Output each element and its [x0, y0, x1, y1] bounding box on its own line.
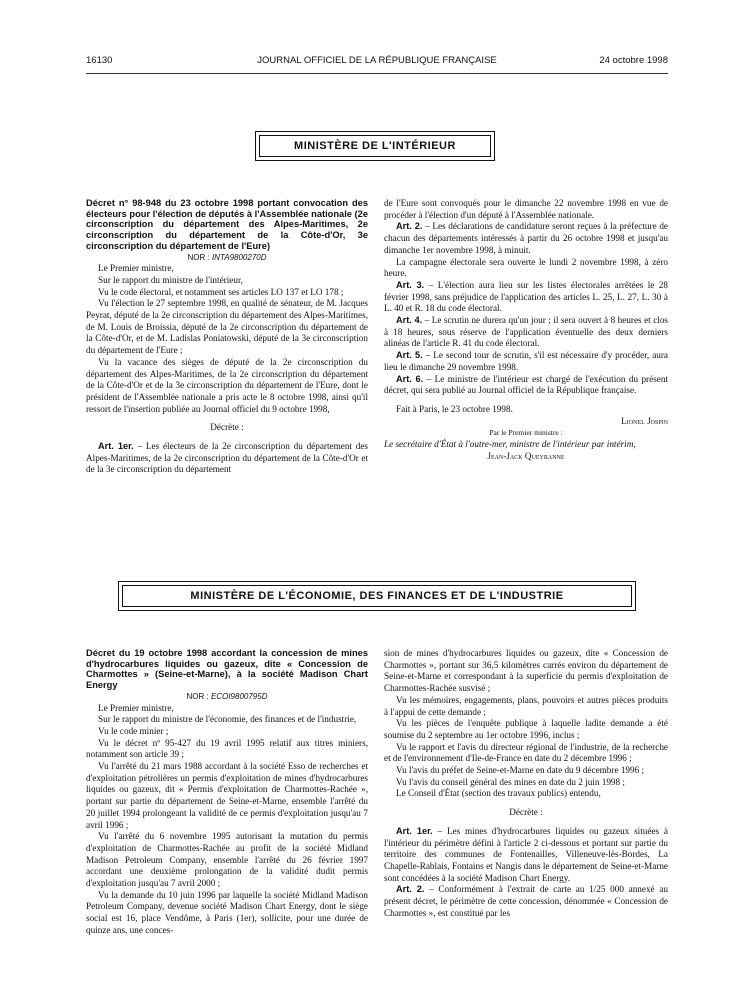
paragraph: de l'Eure sont convoqués pour le dimanche 22 novembre 1998 en vue de procéder à l'élection d'un député à l'Assemblée nationale. [384, 198, 668, 220]
ministry-title: MINISTÈRE DE L'ÉCONOMIE, DES FINANCES ET DE L'INDUSTRIE [122, 585, 632, 607]
place-date: Fait à Paris, le 23 octobre 1998. [396, 403, 513, 414]
article-4: Art. 4. – Le scrutin ne durera qu'un jour ; il sera ouvert à 8 heures et clos à 18 heures, sous réserve de l'application éventuelle des deux derniers alinéas de l'article R. 41 du code électoral. [384, 315, 669, 349]
paragraph: Vu les pièces de l'enquête publique à laquelle ladite demande a été soumise du 2 septembre au 1er octobre 1996, inclus ; [384, 718, 668, 740]
paragraph: Sur le rapport du ministre de l'économie, des finances et de l'industrie, [98, 714, 357, 725]
article-2: Art. 2. – Conformément à l'extrait de carte au 1/25 000 annexé au présent décret, le périmètre de cette concession, dénommée « Concession de Charmottes », est constitué par les [384, 884, 669, 918]
decrete-heading: Décrète : [210, 422, 244, 433]
section1-left-column [86, 198, 368, 476]
paragraph: Vu le décret nº 95-427 du 19 avril 1995 relatif aux titres miniers, notamment son article 39 ; [86, 737, 368, 760]
paragraph: Vu les mémoires, engagements, plans, pouvoirs et autres pièces produits à l'appui de cette demande ; [384, 694, 668, 717]
ministry-box-economie [118, 581, 636, 611]
article-5: Art. 5. – Le second tour de scrutin, s'il est nécessaire d'y procéder, aura lieu le dimanche 29 novembre 1998. [384, 350, 668, 372]
paragraph: Le Conseil d'État (section des travaux publics) entendu, [396, 788, 601, 799]
decree-title: Décret du 19 octobre 1998 accordant la concession de mines d'hydrocarbures liquides ou gazeux, dite « Concession de Charmottes » (Seine-et-Marne), à la société Madison Chart Energy [86, 648, 368, 691]
paragraph: La campagne électorale sera ouverte le lundi 2 novembre 1998, à zéro heure. [384, 256, 668, 279]
paragraph: Vu l'élection le 27 septembre 1998, en qualité de sénateur, de M. Jacques Peyrat, député de la 2e circonscription du département des Alpes-Maritimes, de M. Louis de Broissia, député de la 2e circonscription du département de la Côte-d'Or, et de M. Ladislas Poniatowski, député de la 3e circonscription du département de l'Eure ; [86, 298, 368, 356]
paragraph: Le Premier ministre, [98, 263, 174, 274]
article-1: Art. 1er. – Les électeurs de la 2e circonscription du département des Alpes-Maritimes, de la 2e circonscription du département de la Côte-d'Or et de la 3e circonscription du département [86, 441, 369, 475]
article-6: Art. 6. – Le ministre de l'intérieur est chargé de l'exécution du présent décret, qui sera publié au Journal officiel de la République française. [384, 373, 668, 396]
nor-reference: NOR : ECOI9800795D [186, 691, 268, 701]
section1-right-column [384, 198, 668, 462]
paragraph: Vu le code minier ; [98, 725, 169, 736]
decree-title: Décret n° 98-948 du 23 octobre 1998 portant convocation des électeurs pour l'élection de députés à l'Assemblée nationale (2e circonscription du département des Alpes-Maritimes, 2e circonscription du département de la Côte-d'Or, 3e circonscription du département de l'Eure) [86, 198, 368, 251]
paragraph: Vu l'avis du préfet de Seine-et-Marne en date du 9 décembre 1996 ; [396, 765, 645, 776]
paragraph: Le Premier ministre, [98, 702, 174, 713]
article-1: Art. 1er. – Les mines d'hydrocarbures liquides ou gazeux situées à l'intérieur du périmètre défini à l'article 2 ci-dessous et portant sur partie du territoire des communes de Fontenailles, Villeneuve-lès-Bordes, La Chapelle-Rablais, Fontains et Nangis dans le département de Seine-et-Marne sont concédées à la société Madison Chart Energy. [384, 825, 669, 883]
article-3: Art. 3. – L'élection aura lieu sur les listes électorales arrêtées le 28 février 1998, sans préjudice de l'application des articles L. 25, L. 27, L. 30 à L. 40 et R. 18 du code électoral. [384, 279, 669, 314]
article-2: Art. 2. – Les déclarations de candidature seront reçues à la préfecture de chacun des départements intéressés à partir du 26 octobre 1998 et jusqu'au dimanche 1er novembre 1998, à minuit. [384, 221, 668, 255]
ministry-box-interieur [255, 131, 495, 161]
section2-right-column [384, 648, 668, 919]
decrete-heading: Décrète : [509, 807, 543, 818]
paragraph: sion de mines d'hydrocarbures liquides ou gazeux, dite « Concession de Charmottes », portant sur 36,5 kilomètres carrés environ du département de Seine-et-Marne et correspondant à la superficie du permis d'exploitation de Charmottes-Rachée susvisé ; [384, 648, 668, 694]
section2-left-column [86, 648, 368, 937]
paragraph: Vu le code électoral, et notamment ses articles LO 137 et LO 178 ; [98, 286, 344, 297]
page-number: 16130 [86, 55, 113, 66]
ministry-title: MINISTÈRE DE L'INTÉRIEUR [259, 135, 491, 157]
paragraph: Vu la demande du 10 juin 1996 par laquelle la société Midland Madison Petroleum Company, devenue société Madison Chart Energy, dont le siège social est 16, place Vendôme, à Paris (1er), sollicite, pour une durée de quinze ans, une conces- [86, 889, 368, 935]
paragraph: Vu l'arrêté du 6 novembre 1995 autorisant la mutation du permis d'exploitation de Charmottes-Rachée au profit de la société Midland Madison Petroleum Company, ensemble l'arrêté du 26 février 1997 accordant une deuxième prolongation de la validité dudit permis d'exploitation jusqu'au 7 avril 2000 ; [86, 831, 368, 889]
par-le-premier-ministre: Par le Premier ministre : [489, 428, 563, 438]
header-rule [86, 73, 668, 74]
paragraph: Sur le rapport du ministre de l'intérieur, [98, 274, 243, 285]
countersign-name: Jean-Jack Queyranne [487, 450, 565, 461]
signatory: Lionel Jospin [621, 415, 668, 426]
nor-reference: NOR : INTA9800270D [187, 252, 267, 262]
journal-title: JOURNAL OFFICIEL DE LA RÉPUBLIQUE FRANÇAISE [257, 55, 497, 66]
countersign-title: Le secrétaire d'État à l'outre-mer, ministre de l'intérieur par intérim, [384, 439, 636, 450]
paragraph: Vu la vacance des sièges de député de la 2e circonscription du département des Alpes-Maritimes, de la 2e circonscription du département de la Côte-d'Or et de la 3e circonscription du département de l'Eure, dont le président de l'Assemblée nationale a pris acte le 8 octobre 1998, ainsi qu'il ressort de l'insertion publiée au Journal officiel du 9 octobre 1998, [86, 356, 368, 414]
paragraph: Vu le rapport et l'avis du directeur régional de l'industrie, de la recherche et de l'environnement d'Ile-de-France en date du 2 décembre 1996 ; [384, 741, 668, 764]
issue-date: 24 octobre 1998 [599, 55, 668, 66]
paragraph: Vu l'avis du conseil général des mines en date du 2 juin 1998 ; [396, 776, 625, 787]
paragraph: Vu l'arrêté du 21 mars 1988 accordant à la société Esso de recherches et d'exploitation pétrolières un permis d'exploitation de mines d'hydrocarbures liquides ou gazeux, dit « Permis d'exploitation de Charmottes-Rachée », portant sur partie du département de Seine-et-Marne, ensemble l'arrêté du 20 juillet 1994 prolongeant la validité de ce permis d'exploitation jusqu'au 7 avril 1996 ; [86, 761, 368, 830]
